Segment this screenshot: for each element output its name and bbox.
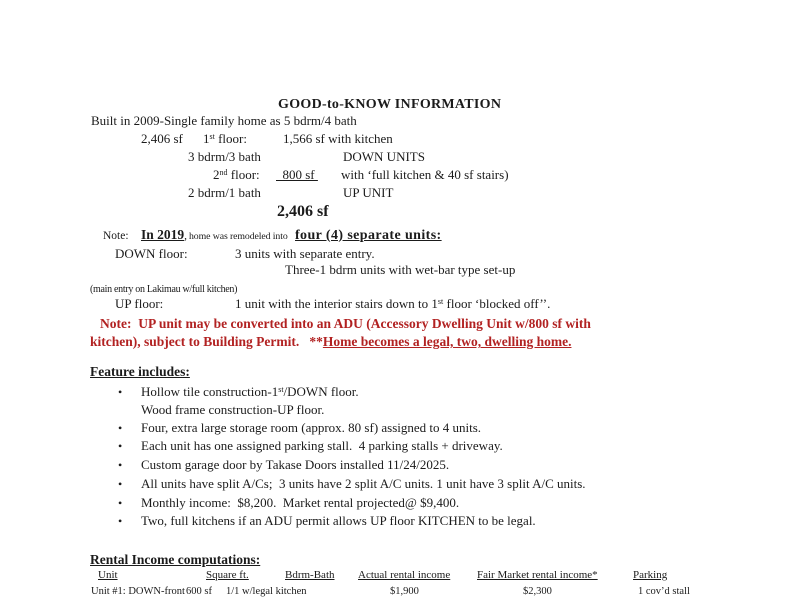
first-floor-line-text: floor:	[214, 131, 247, 146]
feature-item-1b-text: Wood frame construction-UP floor.	[141, 402, 325, 417]
up-floor-line-text: st	[437, 297, 444, 306]
rental-table-cell-text: $1,900	[390, 586, 419, 597]
adu-note-line-2	[90, 334, 571, 349]
feature-item-4-seg-1	[141, 457, 449, 472]
second-floor-line-text: floor:	[227, 167, 260, 182]
second-floor-line-text: 800 sf	[276, 167, 318, 182]
bullet-icon: •	[118, 439, 123, 453]
total-sf-line	[277, 204, 329, 219]
rental-table-row-0-cell-5	[638, 584, 690, 599]
rental-table-cell-text: 1/1 w/legal kitchen	[226, 586, 307, 597]
feature-item-4-seg-0	[118, 457, 122, 473]
down-floor-line-text: 3 units with separate entry.	[235, 246, 375, 261]
rental-table-cell-text: 1 cov’d stall	[638, 586, 690, 597]
bullet-icon: •	[118, 458, 123, 472]
rental-table-header-label: Fair Market rental income*	[477, 569, 598, 581]
wetbar-line-text: Three-1 bdrm units with wet-bar type set-up	[285, 262, 516, 277]
feature-heading-text: Feature includes:	[90, 364, 190, 379]
down-floor-line-seg-1	[235, 246, 375, 261]
main-entry-line-text: (main entry on Lakimau w/full kitchen)	[90, 284, 238, 295]
rental-table-row-0-cell-3	[390, 584, 419, 599]
down-floor-line-seg-0	[115, 246, 188, 261]
first-floor-line-seg-0	[141, 131, 183, 146]
rental-heading-text: Rental Income computations:	[90, 552, 261, 567]
feature-item-5-seg-1	[141, 476, 586, 491]
note-2019-line-seg-3	[295, 227, 442, 243]
feature-item-2-seg-0	[118, 420, 122, 436]
rental-table-row-0-cell-4	[523, 584, 552, 599]
feature-item-3-seg-0	[118, 438, 122, 454]
first-floor-line-text: 1	[203, 131, 210, 146]
second-floor-line-seg-0	[213, 167, 260, 184]
rental-table-header-label: Square ft.	[206, 569, 249, 581]
feature-item-2-seg-1	[141, 420, 481, 435]
feature-item-2-text: Four, extra large storage room (approx. 80 sf) assigned to 4 units.	[141, 420, 482, 435]
bullet-icon: •	[118, 385, 123, 399]
down-floor-line-text: DOWN floor:	[115, 246, 188, 261]
rental-table-row-0-cell-2	[226, 584, 306, 599]
first-floor-line-seg-2	[283, 131, 393, 146]
down-units-line-text: DOWN UNITS	[343, 149, 425, 164]
main-entry-line	[90, 280, 237, 297]
feature-item-1-text: st	[278, 385, 284, 394]
rental-table-row-0-cell-0	[91, 584, 185, 599]
rental-table-header-label: Bdrm-Bath	[285, 569, 335, 581]
built-line-text: Built in 2009-Single family home as 5 bdrm/4 bath	[91, 113, 357, 128]
down-units-line-seg-1	[343, 149, 425, 164]
up-unit-line-seg-1	[343, 185, 393, 200]
rental-table-header-1	[206, 568, 249, 583]
feature-item-1-text: /DOWN floor.	[283, 384, 359, 399]
rental-table-cell-text: $2,300	[523, 586, 552, 597]
bullet-icon: •	[118, 514, 123, 528]
first-floor-line-seg-1	[203, 131, 247, 148]
doc-title-text: GOOD-to-KNOW INFORMATION	[278, 97, 502, 112]
second-floor-line-text: with ‘full kitchen & 40 sf stairs)	[341, 167, 509, 182]
rental-heading	[90, 552, 260, 567]
rental-table-header-3	[358, 568, 450, 583]
second-floor-line-text: nd	[219, 168, 228, 177]
note-2019-line-seg-0	[103, 227, 129, 244]
rental-table-header-label: Unit	[98, 569, 118, 581]
bullet-icon: •	[118, 421, 123, 435]
rental-table-header-label: Parking	[633, 569, 668, 581]
second-floor-line-seg-2	[341, 167, 509, 182]
second-floor-line-text: 2	[213, 167, 220, 182]
feature-item-1-text: Hollow tile construction-1	[141, 384, 279, 399]
feature-item-6-seg-0	[118, 495, 122, 511]
rental-table-header-5	[633, 568, 667, 583]
note-2019-line-text: four (4) separate units:	[295, 228, 442, 243]
total-sf-line-text: 2,406 sf	[277, 203, 329, 220]
adu-note-line-1-text: Note: UP unit may be converted into an ADU (Accessory Dwelling Unit w/800 sf with	[100, 316, 591, 331]
first-floor-line-text: 2,406 sf	[141, 131, 183, 146]
feature-item-5-text: All units have split A/Cs; 3 units have 2 split A/C units. 1 unit have 3 split A/C units.	[141, 476, 586, 491]
up-unit-line-text: UP UNIT	[343, 185, 394, 200]
feature-heading	[90, 364, 190, 379]
note-2019-line-text: In 2019	[141, 227, 185, 242]
note-2019-line-text: ,	[184, 230, 188, 242]
rental-table-cell-text: Unit #1: DOWN-front	[91, 586, 185, 597]
up-floor-line-text: 1 unit with the interior stairs down to 1	[235, 296, 438, 311]
first-floor-line-text: 1,566 sf with kitchen	[283, 131, 393, 146]
feature-item-1-seg-1	[141, 384, 359, 401]
feature-item-6-seg-1	[141, 495, 459, 510]
rental-table-header-0	[98, 568, 118, 583]
feature-item-6-text: Monthly income: $8,200. Market rental projected@ $9,400.	[141, 495, 460, 510]
down-units-line-seg-0	[188, 149, 261, 164]
up-floor-line-seg-0	[115, 296, 163, 311]
feature-item-5-seg-0	[118, 476, 122, 492]
rental-table-header-2	[285, 568, 335, 583]
bullet-icon: •	[118, 477, 123, 491]
note-2019-line-seg-2	[189, 227, 288, 244]
doc-title	[278, 96, 501, 112]
adu-note-line-1	[100, 316, 591, 331]
feature-item-3-text: Each unit has one assigned parking stall. 4 parking stalls + driveway.	[141, 438, 503, 453]
note-2019-line-seg-1	[141, 227, 187, 244]
note-2019-line-text: Note:	[103, 230, 129, 242]
adu-note-line-2-text: Home becomes a legal, two, dwelling home.	[322, 334, 572, 349]
feature-item-7-seg-1	[141, 513, 536, 528]
up-floor-line-seg-1	[235, 296, 550, 313]
feature-item-1b	[141, 402, 324, 417]
feature-item-4-text: Custom garage door by Takase Doors installed 11/24/2025.	[141, 457, 450, 472]
bullet-icon: •	[118, 496, 123, 510]
rental-table-cell-text: 600 sf	[186, 586, 212, 597]
up-floor-line-text: UP floor:	[115, 296, 164, 311]
up-unit-line-seg-0	[188, 185, 261, 200]
feature-item-7-text: Two, full kitchens if an ADU permit allows UP floor KITCHEN to be legal.	[141, 513, 536, 528]
built-line	[91, 113, 357, 128]
feature-item-3-seg-1	[141, 438, 503, 453]
note-2019-line-text: home was remodeled into	[189, 231, 288, 242]
feature-item-7-seg-0	[118, 513, 122, 529]
rental-table-header-label: Actual rental income	[358, 569, 451, 581]
adu-note-line-2-text: kitchen), subject to Building Permit. **	[90, 334, 323, 349]
up-unit-line-text: 2 bdrm/1 bath	[188, 185, 261, 200]
rental-table-header-4	[477, 568, 598, 583]
first-floor-line-text: st	[209, 132, 215, 141]
down-units-line-text: 3 bdrm/3 bath	[188, 149, 261, 164]
wetbar-line	[285, 262, 515, 277]
up-floor-line-text: floor ‘blocked off’’.	[443, 296, 551, 311]
second-floor-line-seg-1	[276, 167, 318, 182]
feature-item-1-seg-0	[118, 384, 122, 400]
rental-table-row-0-cell-1	[186, 584, 212, 599]
